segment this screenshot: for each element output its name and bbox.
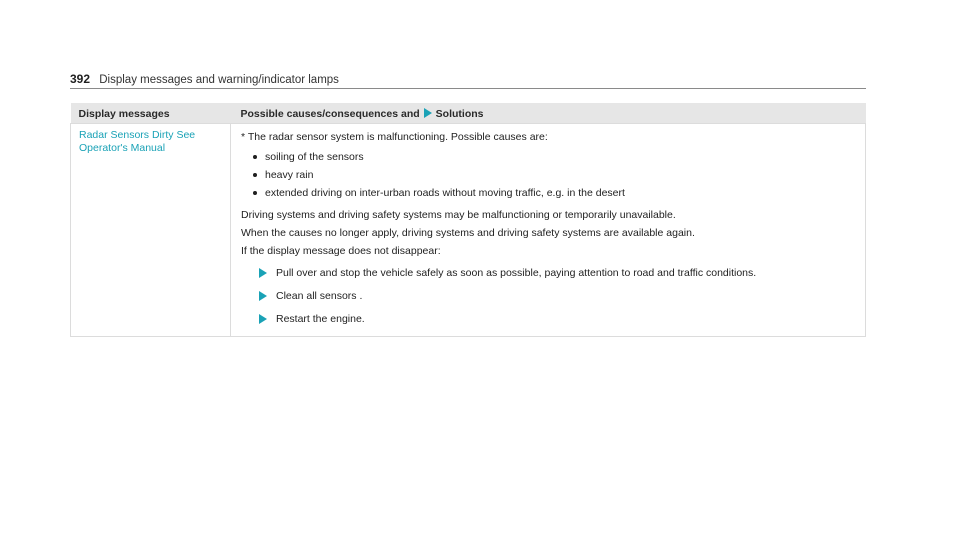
list-item: soiling of the sensors — [253, 148, 857, 166]
action-item — [259, 287, 857, 305]
column-header-solutions-prefix: Possible causes/consequences and — [240, 107, 420, 120]
arrow-right-icon — [259, 314, 267, 324]
action-text: Clean all sensors . — [276, 290, 363, 302]
page-number: 392 — [70, 72, 91, 86]
list-item: heavy rain — [253, 166, 857, 184]
arrow-right-icon — [259, 291, 267, 301]
consequence-text: Driving systems and driving safety systems may be malfunctioning or temporarily unavailable. — [241, 209, 676, 221]
page-header — [70, 72, 866, 89]
cause-note: * The radar sensor system is malfunctioning. Possible causes are: — [241, 131, 548, 143]
action-text: Restart the engine. — [276, 313, 365, 325]
table-header-row — [71, 103, 866, 124]
recovery-text: When the causes no longer apply, driving systems and driving safety systems are available again. — [241, 227, 695, 239]
column-header-solutions-suffix: Solutions — [435, 107, 484, 120]
column-header-solutions — [231, 103, 866, 124]
display-message-line1: Radar Sensors Dirty See — [79, 129, 196, 141]
action-item — [259, 310, 857, 328]
arrow-right-icon — [424, 108, 432, 118]
causes-list — [241, 148, 857, 202]
arrow-right-icon — [259, 268, 267, 278]
table-row — [71, 124, 866, 337]
solutions-cell — [231, 124, 866, 337]
list-item: extended driving on inter-urban roads without moving traffic, e.g. in the desert — [253, 184, 857, 202]
action-item — [259, 264, 857, 282]
display-message-cell — [71, 124, 231, 337]
page-title: Display messages and warning/indicator lamps — [99, 74, 339, 86]
column-header-display-messages: Display messages — [71, 103, 231, 124]
display-message-line2: Operator's Manual — [79, 142, 166, 154]
action-text: Pull over and stop the vehicle safely as soon as possible, paying attention to road and traffic conditions. — [276, 267, 757, 279]
actions-list — [241, 264, 857, 328]
persist-text: If the display message does not disappear: — [241, 245, 441, 257]
display-messages-table — [70, 103, 866, 337]
